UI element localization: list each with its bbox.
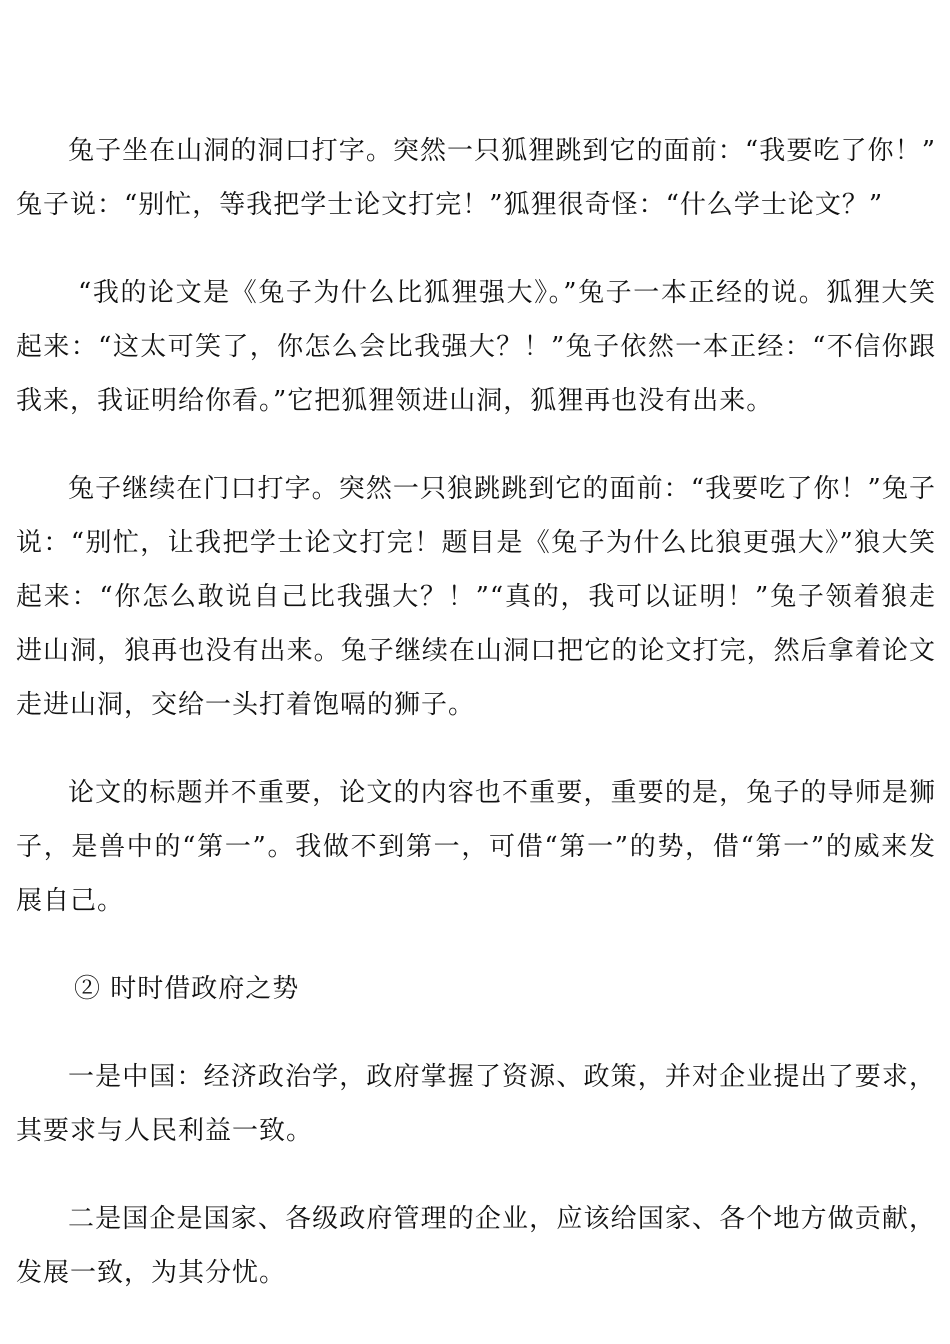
paragraph-moral: 论文的标题并不重要，论文的内容也不重要，重要的是，兔子的导师是狮子，是兽中的“第一”。我做不到第一，可借“第一”的势，借“第一”的威来发展自己。 bbox=[16, 778, 936, 916]
paragraph-point-one: 一是中国：经济政治学，政府掌握了资源、政策，并对企业提出了要求，其要求与人民利益一致。 bbox=[16, 1062, 936, 1146]
document-page bbox=[16, 124, 936, 1334]
paragraph-rabbit-fox-thesis: “我的论文是《兔子为什么比狐狸强大》。”兔子一本正经的说。狐狸大笑起来：“这太可笑了，你怎么会比我强大？！”兔子依然一本正经：“不信你跟我来，我证明给你看。”它把狐狸领进山洞，狐狸再也没有出来。 bbox=[16, 278, 936, 416]
section-heading-government: ② 时时借政府之势 bbox=[74, 974, 300, 1004]
paragraph-point-two: 二是国企是国家、各级政府管理的企业，应该给国家、各个地方做贡献，发展一致，为其分忧。 bbox=[16, 1204, 936, 1288]
paragraph-rabbit-wolf: 兔子继续在门口打字。突然一只狼跳跳到它的面前：“我要吃了你！”兔子说：“别忙，让我把学士论文打完！题目是《兔子为什么比狼更强大》”狼大笑起来：“你怎么敢说自己比我强大？！”“真的，我可以证明！”兔子领着狼走进山洞，狼再也没有出来。兔子继续在山洞口把它的论文打完，然后拿着论文走进山洞，交给一头打着饱嗝的狮子。 bbox=[16, 474, 936, 720]
paragraph-rabbit-fox-intro: 兔子坐在山洞的洞口打字。突然一只狐狸跳到它的面前：“我要吃了你！”兔子说：“别忙，等我把学士论文打完！”狐狸很奇怪：“什么学士论文？” bbox=[16, 136, 936, 220]
